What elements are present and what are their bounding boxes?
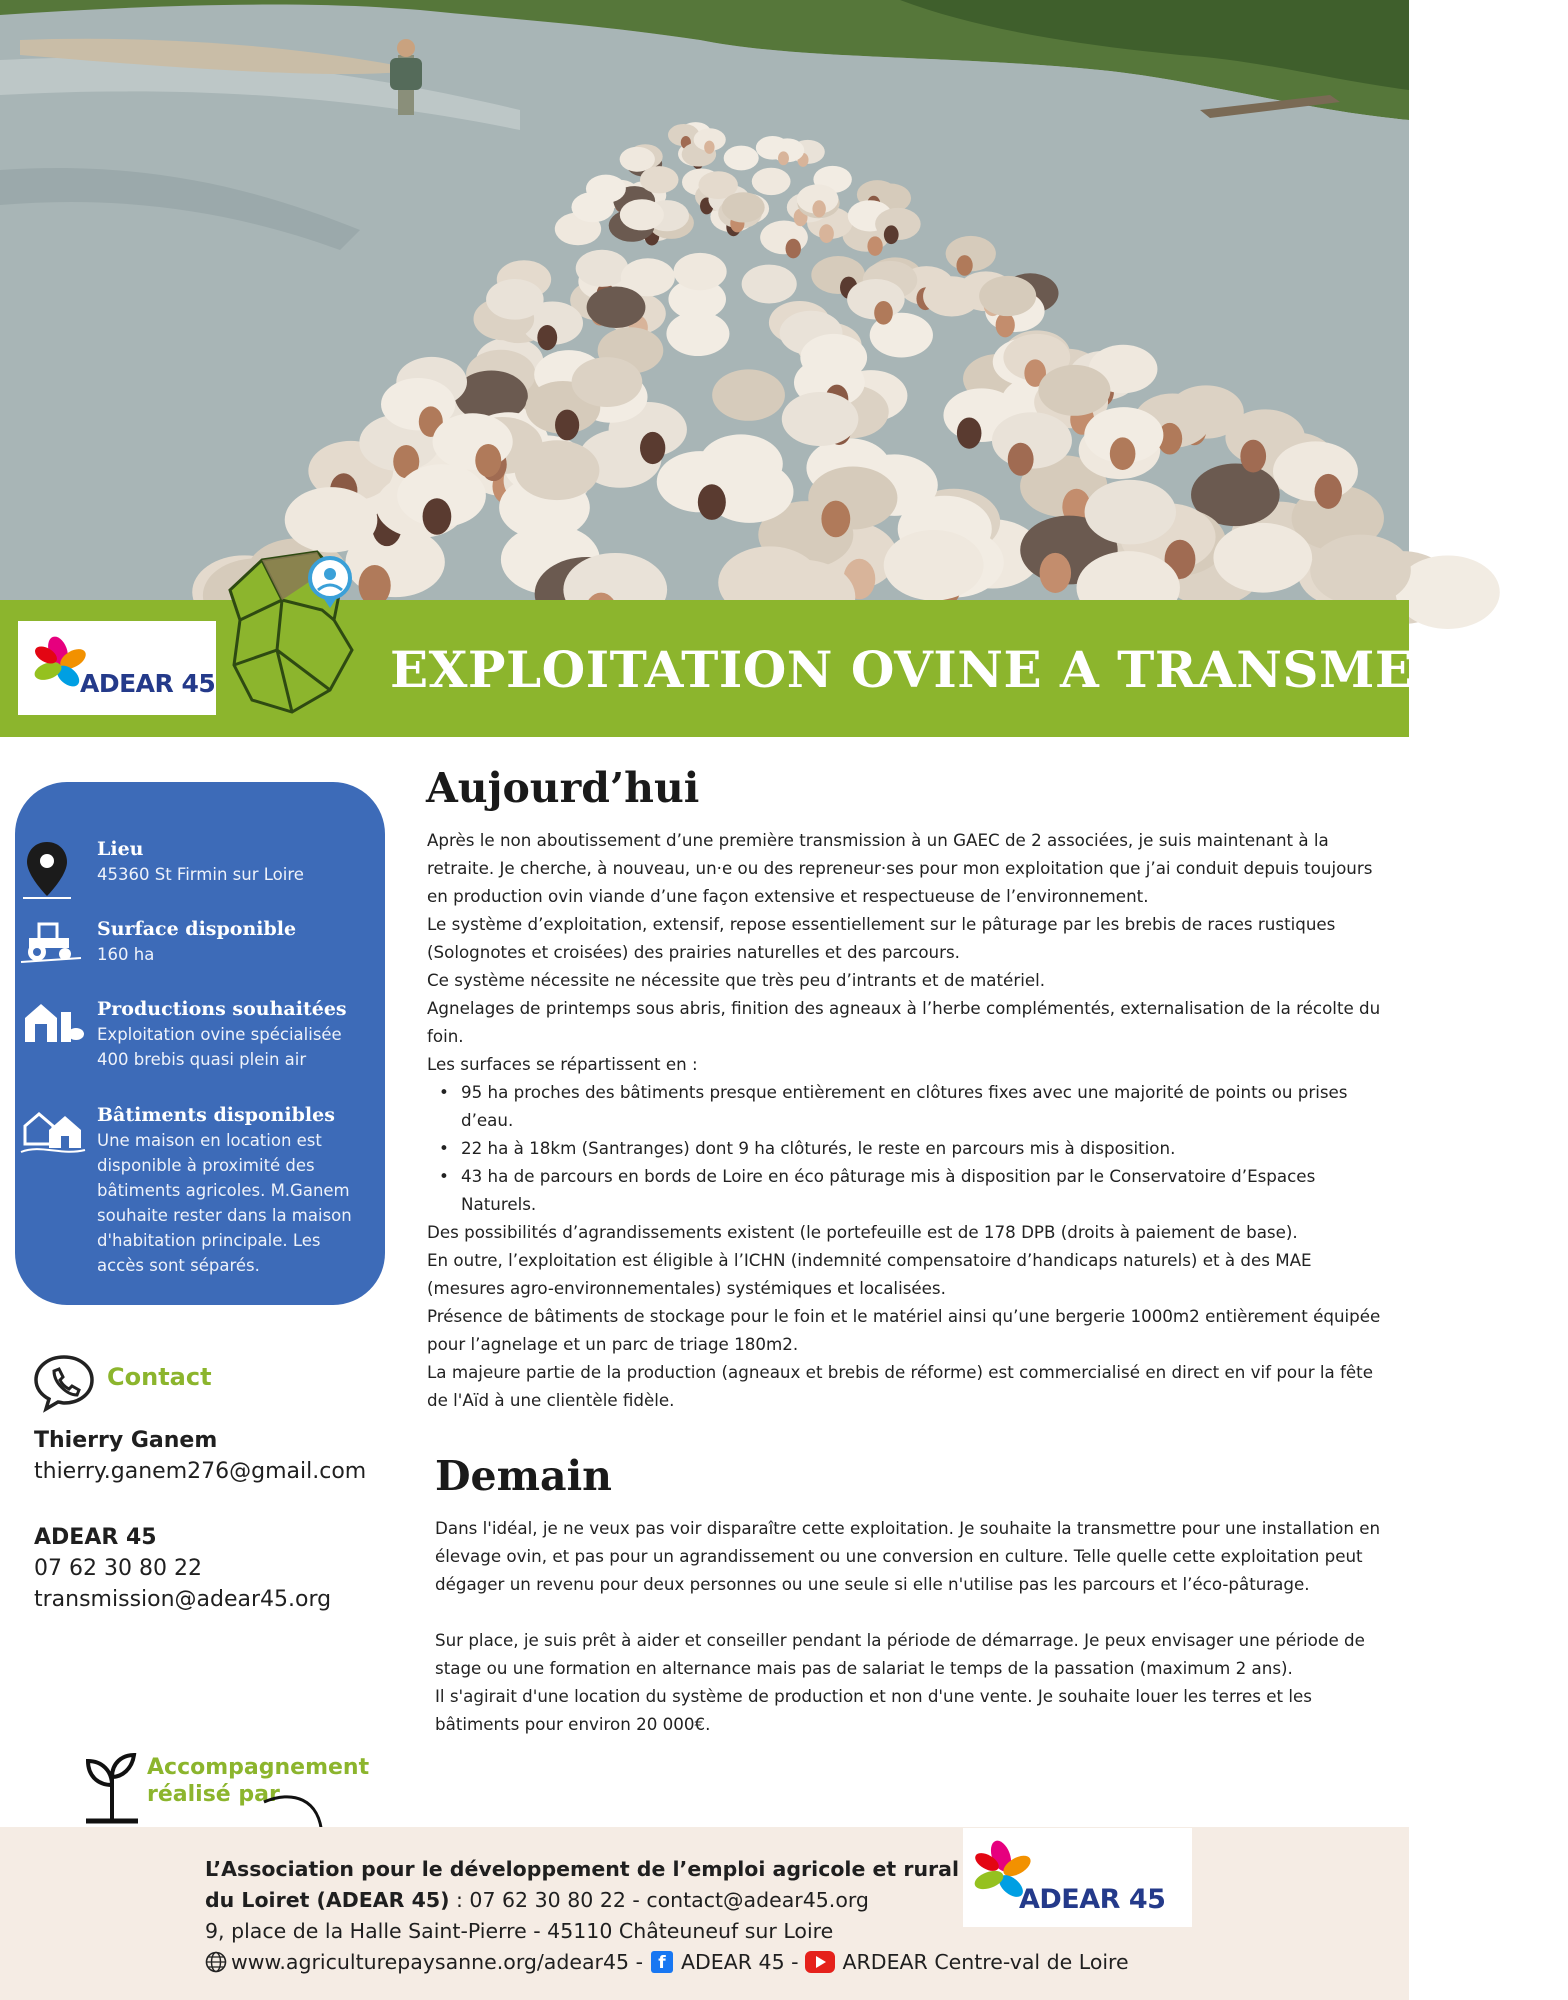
farm-icon bbox=[21, 998, 85, 1048]
sheep bbox=[571, 192, 614, 222]
sheep-head bbox=[884, 225, 899, 244]
sheep-head bbox=[1315, 474, 1342, 509]
page-title: EXPLOITATION OVINE A TRANSMETTRE bbox=[390, 640, 1568, 699]
sheep-flock-illustration bbox=[0, 0, 1409, 600]
contact-name: Thierry Ganem bbox=[34, 1428, 218, 1453]
sheep bbox=[1085, 480, 1176, 545]
website-link[interactable]: www.agriculturepaysanne.org/adear45 - bbox=[231, 1950, 643, 1974]
sheep bbox=[1038, 365, 1110, 416]
card-item-productions bbox=[97, 996, 367, 1072]
sheep bbox=[515, 440, 600, 500]
card-label-productions: Productions souhaitées bbox=[97, 998, 347, 1020]
today-heading: Aujourd’hui bbox=[426, 764, 700, 812]
card-item-batiments bbox=[97, 1102, 367, 1278]
footer-org-name-line1: L’Association pour le développement de l’emploi agricole et rural bbox=[205, 1857, 960, 1881]
tomorrow-heading: Demain bbox=[435, 1452, 612, 1500]
card-value-lieu: 45360 St Firmin sur Loire bbox=[97, 865, 304, 884]
sheep-head bbox=[786, 239, 801, 259]
card-value-surface: 160 ha bbox=[97, 945, 155, 964]
accompagnement-line2: réalisé par bbox=[147, 1782, 280, 1807]
sheep-head bbox=[704, 141, 714, 154]
footer-address: 9, place de la Halle Saint-Pierre - 45110 Châteuneuf sur Loire bbox=[205, 1919, 834, 1943]
youtube-link[interactable]: ARDEAR Centre-val de Loire bbox=[842, 1950, 1129, 1974]
globe-icon bbox=[205, 1951, 227, 1973]
sheep bbox=[572, 357, 643, 407]
sheep-head bbox=[996, 313, 1015, 337]
sheep bbox=[722, 192, 765, 222]
sheep-head bbox=[1040, 553, 1072, 593]
sheep-head bbox=[640, 432, 665, 464]
surfaces-list bbox=[427, 1078, 1387, 1218]
adear-logo bbox=[18, 621, 216, 715]
sheep bbox=[742, 265, 797, 304]
sheep-head bbox=[874, 301, 893, 325]
today-body bbox=[427, 826, 1387, 1414]
sheep bbox=[666, 312, 729, 356]
sheep-head bbox=[698, 484, 726, 520]
houses-icon bbox=[21, 1104, 85, 1160]
sheep bbox=[640, 166, 679, 193]
sheep bbox=[1396, 555, 1500, 629]
contact-org: ADEAR 45 bbox=[34, 1525, 157, 1550]
tomorrow-body bbox=[435, 1514, 1385, 1738]
sheep-head bbox=[1008, 443, 1034, 476]
adear-logo-text: ADEAR 45 bbox=[80, 669, 216, 698]
today-paragraph: En outre, l’exploitation est éligible à l’ICHN (indemnité compensatoire d’handicaps naturels) et à des MAE (mesures agro-environnementales) systémiques et localisées. bbox=[427, 1250, 1312, 1298]
sheep bbox=[884, 530, 984, 600]
contact-org-email-link[interactable]: transmission@adear45.org bbox=[34, 1587, 332, 1612]
farm-info-card bbox=[15, 782, 385, 1305]
card-item-lieu bbox=[97, 836, 367, 887]
today-paragraph: Le système d’exploitation, extensif, repose essentiellement sur le pâturage par les brebis de races rustiques (Solognotes et croisées) des prairies naturelles et des parcours. bbox=[427, 914, 1336, 962]
sheep bbox=[782, 392, 859, 446]
adear-flower-icon bbox=[18, 621, 216, 715]
card-value-productions: Exploitation ovine spécialisée 400 brebis quasi plein air bbox=[97, 1025, 342, 1069]
tomorrow-paragraph: Dans l'idéal, je ne veux pas voir disparaître cette exploitation. Je souhaite la transmettre pour une installation en élevage ovin, et pas pour un agrandissement ou une conversion en culture. Telle quelle cette exploitation peut dégager un revenu pour deux personnes ou une seule si elle n'utilise pas les parcours et l’éco-pâturage. bbox=[435, 1518, 1381, 1594]
sheep bbox=[576, 250, 629, 287]
loiret-region-map-icon bbox=[222, 540, 362, 720]
sheep bbox=[486, 279, 544, 320]
sheep-head bbox=[812, 200, 825, 217]
footer-org-name bbox=[205, 1857, 959, 1881]
sheep bbox=[752, 168, 791, 195]
sheep-head bbox=[423, 498, 452, 535]
card-value-batiments: Une maison en location est disponible à proximité des bâtiments agricoles. M.Ganem souhaite rester dans la maison d'habitation principale. Les accès sont séparés. bbox=[97, 1131, 352, 1275]
footer-links bbox=[205, 1950, 1129, 1974]
youtube-icon bbox=[805, 1951, 835, 1973]
sprout-icon bbox=[82, 1745, 142, 1825]
footer-org-contact bbox=[205, 1888, 869, 1912]
today-paragraph: Présence de bâtiments de stockage pour le foin et le matériel ainsi qu’une bergerie 1000m2 entièrement équipée pour l’agnelage et un parc de triage 180m2. bbox=[427, 1306, 1381, 1354]
hero-photo-sheep-crossing-river bbox=[0, 0, 1409, 600]
contact-phone[interactable]: 07 62 30 80 22 bbox=[34, 1556, 202, 1581]
sheep-head bbox=[819, 224, 834, 243]
sheep-head bbox=[1240, 440, 1266, 473]
footer-logo-text: ADEAR 45 bbox=[1019, 1884, 1166, 1915]
tractor-icon bbox=[21, 918, 81, 968]
accompagnement-line1: Accompagnement bbox=[147, 1755, 370, 1780]
footer bbox=[0, 1827, 1409, 2000]
tomorrow-paragraph: Sur place, je suis prêt à aider et conseiller pendant la période de démarrage. Je peux envisager une période de stage ou une formation en alternance mais pas de salariat le temps de la passation (maximum 2 ans). bbox=[435, 1630, 1365, 1678]
sheep bbox=[620, 199, 664, 230]
today-paragraph: Des possibilités d’agrandissements existent (le portefeuille est de 178 DPB (droits à paiement de base). bbox=[427, 1222, 1298, 1242]
sheep bbox=[587, 287, 646, 329]
sheep-head bbox=[867, 236, 882, 255]
facebook-link[interactable]: ADEAR 45 - bbox=[680, 1950, 799, 1974]
footer-contact-details: : 07 62 30 80 22 - contact@adear45.org bbox=[449, 1888, 869, 1912]
contact-title: Contact bbox=[107, 1363, 212, 1391]
sheep-head bbox=[957, 417, 982, 448]
sheep-head bbox=[1110, 437, 1136, 470]
sheep bbox=[712, 369, 785, 420]
sheep-head bbox=[778, 151, 789, 165]
card-label-batiments: Bâtiments disponibles bbox=[97, 1104, 335, 1126]
sheep bbox=[1213, 523, 1312, 593]
map-pin-icon bbox=[21, 838, 73, 904]
sheep bbox=[800, 334, 867, 381]
list-item: • 95 ha proches des bâtiments presque entièrement en clôtures fixes avec une majorité de points ou prises d’eau. bbox=[427, 1078, 1387, 1134]
sheep bbox=[1310, 535, 1411, 606]
today-paragraph: Ce système nécessite ne nécessite que très peu d’intrants et de matériel. bbox=[427, 970, 1046, 990]
phone-chat-icon bbox=[32, 1353, 96, 1413]
tomorrow-paragraph: Il s'agirait d'une location du système de production et non d'une vente. Je souhaite louer les terres et les bâtiments pour environ 20 000€. bbox=[435, 1686, 1312, 1734]
sheep bbox=[724, 146, 759, 171]
today-paragraph: Agnelages de printemps sous abris, finition des agneaux à l’herbe complémentés, externalisation de la récolte du foin. bbox=[427, 998, 1381, 1046]
today-paragraph: Après le non aboutissement d’une première transmission à un GAEC de 2 associées, je suis maintenant à la retraite. Je cherche, à nouveau, un·e ou des repreneur·ses pour mon exploitation que j’ai conduit depuis toujours en production ovin viande d’une façon extensive et respectueuse de l’environnement. bbox=[427, 830, 1373, 906]
card-item-surface bbox=[97, 916, 367, 967]
sheep bbox=[674, 253, 727, 291]
sheep-head bbox=[555, 410, 579, 441]
today-paragraph: La majeure partie de la production (agneaux et brebis de réforme) est commercialisé en direct en vif pour la fête de l'Aïd à une clientèle fidèle. bbox=[427, 1362, 1373, 1410]
list-item: • 22 ha à 18km (Santranges) dont 9 ha clôturés, le reste en parcours mis à disposition. bbox=[427, 1134, 1387, 1162]
sheep-head bbox=[475, 444, 501, 477]
sheep-head bbox=[537, 325, 557, 350]
footer-adear-logo bbox=[963, 1828, 1192, 1927]
sheep-head bbox=[956, 255, 972, 276]
facebook-icon: f bbox=[651, 1951, 673, 1973]
contact-email-link[interactable]: thierry.ganem276@gmail.com bbox=[34, 1459, 367, 1484]
card-label-surface: Surface disponible bbox=[97, 918, 297, 940]
card-label-lieu: Lieu bbox=[97, 838, 144, 860]
sheep bbox=[979, 276, 1036, 316]
list-item: • 43 ha de parcours en bords de Loire en éco pâturage mis à disposition par le Conservatoire d’Espaces Naturels. bbox=[427, 1162, 1387, 1218]
footer-org-name-line2: du Loiret (ADEAR 45) bbox=[205, 1888, 450, 1912]
sheep-head bbox=[821, 501, 850, 538]
today-paragraph: Les surfaces se répartissent en : bbox=[427, 1054, 698, 1074]
